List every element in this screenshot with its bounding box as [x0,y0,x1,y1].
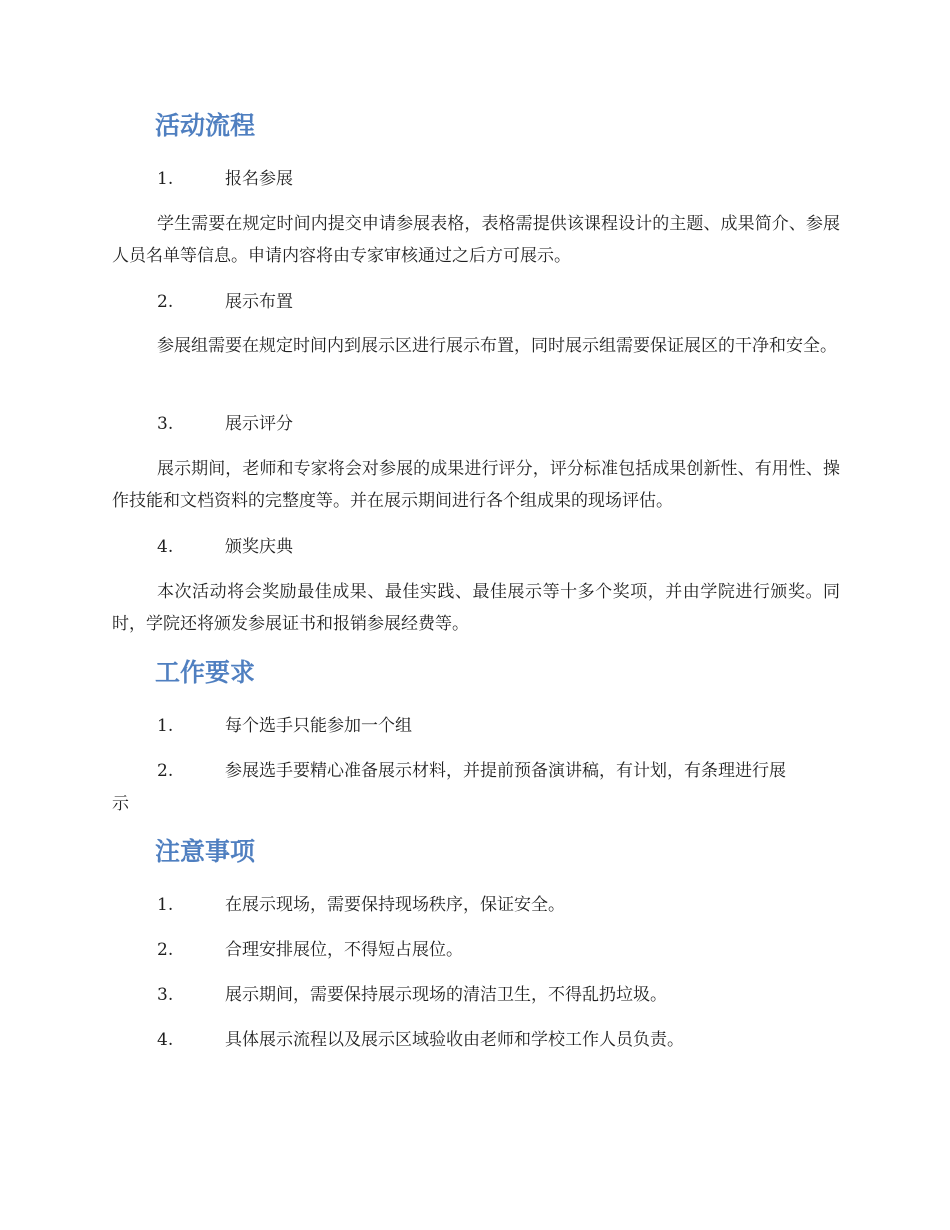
section-heading-requirements: 工作要求 [155,658,256,687]
paragraph: 参展组需要在规定时间内到展示区进行展示布置，同时展示组需要保证展区的干净和安全。 [157,336,837,356]
list-item-number: 2. [157,761,174,781]
list-item [0,756,950,786]
paragraph: 学生需要在规定时间内提交申请参展表格，表格需提供该课程设计的主题、成果简介、参展人员名单等信息。申请内容将由专家审核通过之后方可展示。 [112,214,840,266]
list-item [0,409,950,439]
list-item-label-continuation: 示 [112,794,129,814]
list-item-number: 3. [157,414,174,434]
list-item-number: 3. [157,985,174,1005]
list-item-number: 1. [157,895,174,915]
list-item-number: 4. [157,1030,174,1050]
list-item [0,1025,950,1055]
section-heading-notes: 注意事项 [155,837,256,866]
list-item [0,711,950,741]
list-item-label: 合理安排展位，不得短占展位。 [225,940,463,960]
list-item-label: 参展选手要精心准备展示材料，并提前预备演讲稿，有计划，有条理进行展 [225,761,786,781]
list-item-label: 具体展示流程以及展示区域验收由老师和学校工作人员负责。 [225,1030,684,1050]
list-item-number: 2. [157,940,174,960]
list-item-continuation [0,789,950,819]
list-item-label: 展示评分 [225,414,293,434]
list-item [0,532,950,562]
list-item-label: 每个选手只能参加一个组 [225,716,412,736]
list-item [0,164,950,194]
list-item-number: 1. [157,716,174,736]
list-item-number: 4. [157,537,174,557]
list-item-label: 在展示现场，需要保持现场秩序，保证安全。 [225,895,565,915]
list-item [0,935,950,965]
section-heading-process: 活动流程 [155,111,256,140]
list-item-number: 2. [157,292,174,312]
list-item-label: 报名参展 [225,169,293,189]
list-item [0,980,950,1010]
list-item-label: 展示期间，需要保持展示现场的清洁卫生，不得乱扔垃圾。 [225,985,667,1005]
list-item [0,890,950,920]
list-item-label: 颁奖庆典 [225,537,293,557]
paragraph: 本次活动将会奖励最佳成果、最佳实践、最佳展示等十多个奖项，并由学院进行颁奖。同时，学院还将颁发参展证书和报销参展经费等。 [112,582,840,634]
list-item [0,287,950,317]
list-item-number: 1. [157,169,174,189]
list-item-label: 展示布置 [225,292,293,312]
paragraph: 展示期间，老师和专家将会对参展的成果进行评分，评分标准包括成果创新性、有用性、操作技能和文档资料的完整度等。并在展示期间进行各个组成果的现场评估。 [112,459,840,511]
